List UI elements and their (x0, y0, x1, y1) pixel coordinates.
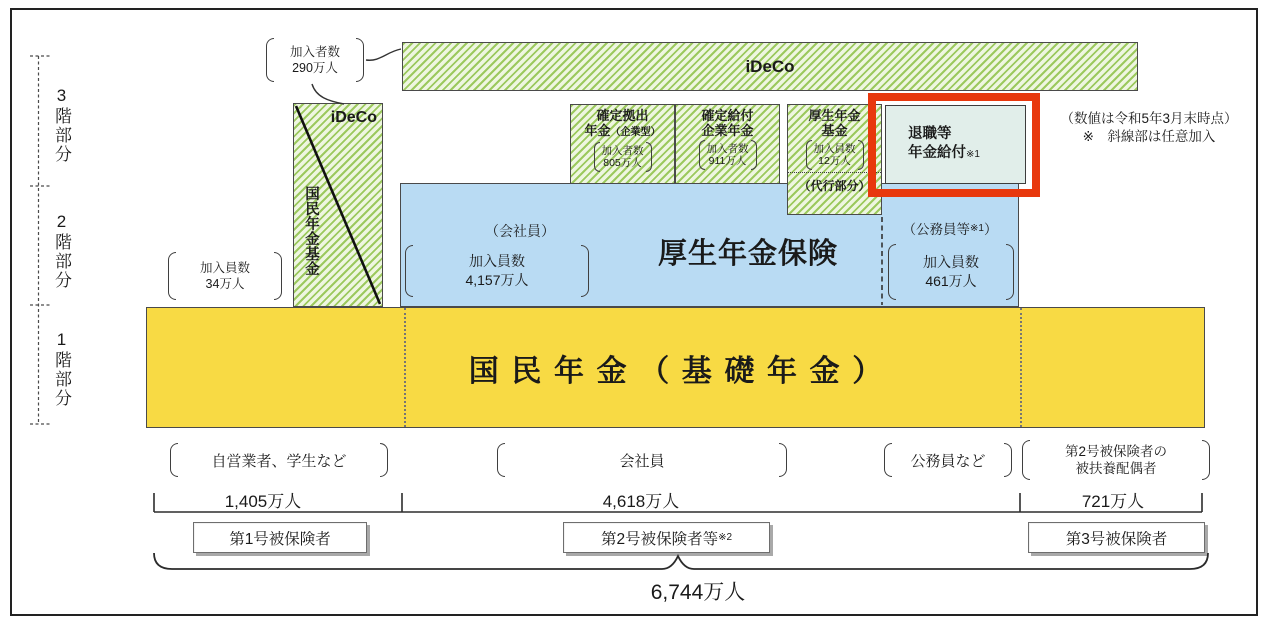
note-line1: （数値は令和5年3月末時点） (1060, 111, 1238, 126)
komuin-group-label (884, 218, 1016, 238)
box-title-line2: 年金 (584, 123, 611, 138)
group4-label-line1: 第2号被保険者の (1064, 443, 1167, 459)
group2-label: 会社員 (619, 452, 665, 470)
members-value: 290万人 (292, 61, 338, 75)
group2-bracket (497, 443, 787, 477)
left-bracket (168, 252, 176, 300)
floor-label-2: 2階部分 (52, 212, 71, 290)
members-value: 4,157万人 (465, 272, 529, 288)
insured-no1-box (193, 522, 367, 553)
insured-no1-label: 第1号被保険者 (229, 530, 331, 548)
insured-no3-label: 第3号被保険者 (1065, 530, 1168, 548)
right-bracket (858, 140, 864, 170)
members-label: 加入員数 (469, 253, 525, 269)
box-title-line1: 厚生年金 (808, 108, 861, 123)
left-bracket (266, 38, 274, 82)
kaishain-group-label: （会社員） (485, 223, 555, 239)
right-bracket (274, 252, 282, 300)
group2-count: 4,618万人 (602, 492, 680, 511)
box-title-sub: （企業型） (610, 127, 661, 138)
box-title-line2: 企業年金 (701, 123, 754, 138)
right-bracket (380, 443, 388, 477)
members-value: 461万人 (925, 273, 977, 289)
group1-count: 1,405万人 (224, 492, 302, 511)
members-label: 加入員数 (923, 254, 979, 270)
group4-bracket (1022, 440, 1210, 480)
left-bracket (170, 443, 178, 477)
right-bracket (1202, 440, 1210, 480)
ideco-column-title: iDeCo (330, 109, 377, 126)
insured-no3-box (1028, 522, 1205, 553)
members-label: 加入者数 (289, 45, 340, 59)
komuin-text: （公務員等 (902, 222, 971, 237)
kosei-nenkin-title: 厚生年金保険 (657, 238, 838, 270)
ideco-top-bar (402, 42, 1138, 91)
retirement-benefit-box (885, 105, 1026, 184)
ideco-column (293, 103, 383, 307)
members-label: 加入員数 (813, 142, 856, 155)
members-label: 加入者数 (601, 144, 644, 157)
group3-label: 公務員など (910, 452, 986, 470)
komuin-ref: ※1 (970, 222, 984, 234)
retirement-line1: 退職等 (908, 126, 952, 142)
kokumin-nenkin-bar (146, 307, 1205, 428)
members-bracket (594, 142, 652, 172)
retirement-ref: ※1 (966, 149, 980, 160)
left-bracket (1022, 440, 1030, 480)
floor-label-3: 3階部分 (52, 86, 71, 164)
members-label: 加入員数 (199, 261, 250, 275)
ideco-members-label (266, 38, 364, 82)
insured-no2-box (563, 522, 770, 553)
group4-label-line2: 被扶養配偶者 (1075, 461, 1157, 476)
right-bracket (779, 443, 787, 477)
members-value: 34万人 (205, 277, 245, 291)
right-bracket (581, 245, 589, 297)
right-bracket (646, 142, 652, 172)
left-bracket (497, 443, 505, 477)
ideco-bar-title: iDeCo (745, 56, 795, 76)
right-bracket (751, 140, 757, 170)
right-bracket (356, 38, 364, 82)
kokumin-nenkin-kikin-label: 国民年金基金 (303, 186, 319, 276)
insured-no2-label: 第2号被保険者等 (600, 530, 719, 548)
db-kigyo-nenkin-box (675, 104, 780, 184)
right-bracket (1004, 443, 1012, 477)
note-line2: ※ 斜線部は任意加入 (1082, 129, 1216, 144)
left-bracket (405, 245, 413, 297)
members-value: 805万人 (603, 157, 642, 169)
box-title-line1: 確定給付 (701, 108, 754, 123)
left-bracket (884, 443, 892, 477)
note (1040, 110, 1258, 146)
members-bracket (699, 140, 757, 170)
yellow-divider-right (1020, 308, 1022, 427)
group1-label: 自営業者、学生など (211, 452, 347, 470)
total-count: 6,744万人 (650, 581, 746, 604)
kaishain-members (405, 245, 589, 297)
left-bracket (888, 244, 896, 300)
right-bracket (1006, 244, 1014, 300)
dc-kigyogata-box (570, 104, 675, 184)
members-bracket (806, 140, 864, 170)
group4-count: 721万人 (1081, 492, 1145, 511)
members-value: 12万人 (818, 155, 851, 167)
group1-bracket (170, 443, 388, 477)
komuin-close: ） (983, 222, 998, 237)
daiko-bubun-label: （代行部分） (788, 172, 881, 194)
floor-label-1: 1階部分 (52, 330, 71, 408)
retirement-line2: 年金給付 (908, 145, 966, 161)
yellow-divider-left (404, 308, 406, 427)
kikin-members-label (168, 252, 282, 300)
insured-no2-ref: ※2 (718, 532, 733, 543)
members-label: 加入者数 (706, 142, 749, 155)
box-title-line2: 基金 (821, 123, 848, 138)
group3-bracket (884, 443, 1012, 477)
box-title-line1: 確定拠出 (596, 108, 649, 123)
members-value: 911万人 (708, 155, 747, 167)
komuin-members (888, 244, 1014, 300)
kokumin-nenkin-title: 国民年金（基礎年金） (468, 354, 895, 388)
